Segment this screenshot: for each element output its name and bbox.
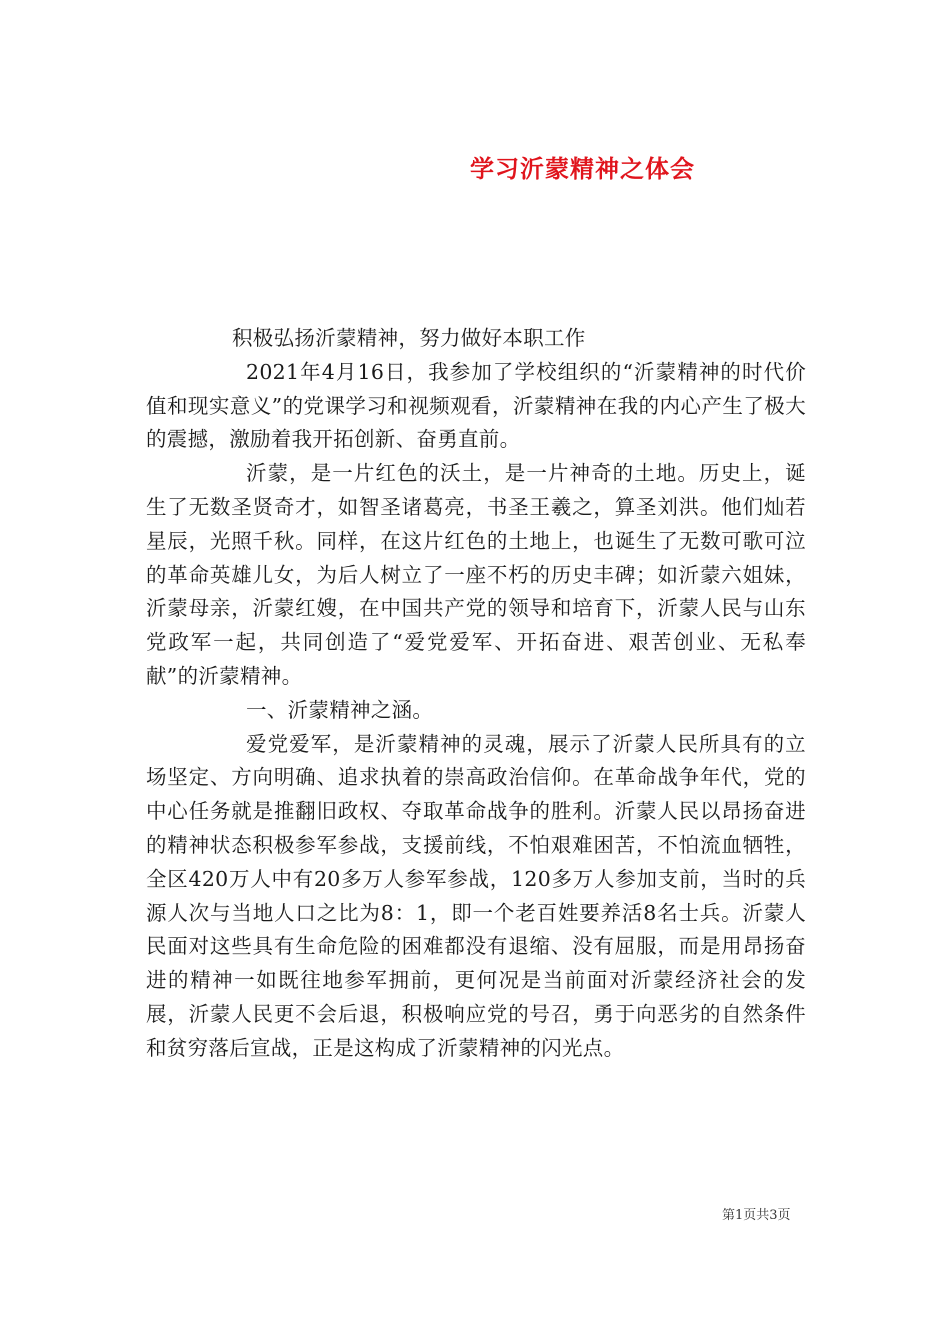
paragraph-love-party-army: 爱党爱军，是沂蒙精神的灵魂，展示了沂蒙人民所具有的立场坚定、方向明确、追求执着的崇高政治信仰。在革命战争年代，党的中心任务就是推翻旧政权、夺取革命战争的胜利。沂蒙人民以昂扬奋进的精神状态积极参军参战，支援前线，不怕艰难困苦，不怕流血牺牲，全区420万人中有20多万人参军参战，120多万人参加支前，当时的兵源人次与当地人口之比为8：1，即一个老百姓要养活8名士兵。沂蒙人民面对这些具有生命危险的困难都没有退缩、没有屈服，而是用昂扬奋进的精神一如既往地参军拥前，更何况是当前面对沂蒙经济社会的发展，沂蒙人民更不会后退，积极响应党的号召，勇于向恶劣的自然条件和贫穷落后宣战，正是这构成了沂蒙精神的闪光点。: [146, 731, 806, 1060]
document-title: 学习沂蒙精神之体会: [470, 154, 695, 184]
document-body: [146, 322, 806, 1066]
document-subtitle: 积极弘扬沂蒙精神，努力做好本职工作: [232, 326, 586, 350]
page-indicator: 第1页共3页: [722, 1208, 791, 1223]
section-heading: 一、沂蒙精神之涵。: [246, 697, 434, 722]
paragraph-intro: 2021年4月16日，我参加了学校组织的“沂蒙精神的时代价值和现实意义”的党课学习和视频观看，沂蒙精神在我的内心产生了极大的震撼，激励着我开拓创新、奋勇直前。: [146, 359, 806, 452]
paragraph-yimeng-history: 沂蒙，是一片红色的沃土，是一片神奇的土地。历史上，诞生了无数圣贤奇才，如智圣诸葛亮，书圣王羲之，算圣刘洪。他们灿若星辰，光照千秋。同样，在这片红色的土地上，也诞生了无数可歌可泣的革命英雄儿女，为后人树立了一座不朽的历史丰碑；如沂蒙六姐妹，沂蒙母亲，沂蒙红嫂，在中国共产党的领导和培育下，沂蒙人民与山东党政军一起，共同创造了“爱党爱军、开拓奋进、艰苦创业、无私奉献”的沂蒙精神。: [146, 461, 806, 688]
